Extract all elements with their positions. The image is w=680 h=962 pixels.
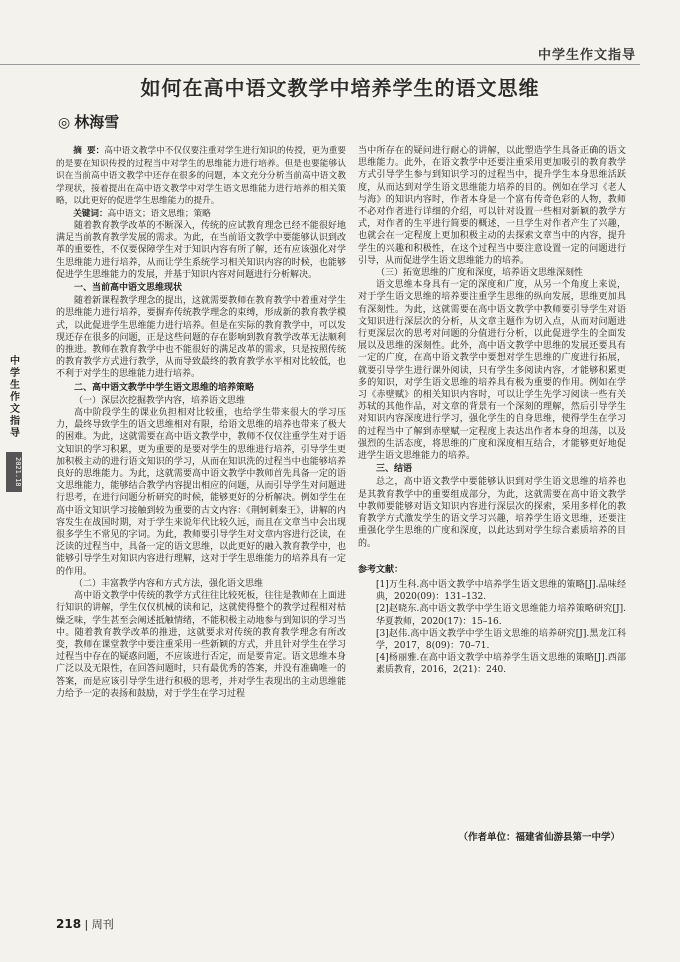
left-column xyxy=(56,145,346,845)
abstract xyxy=(56,145,346,208)
page-title: 如何在高中语文教学中培养学生的语文思维 xyxy=(140,76,540,100)
subsection-2-3-paragraph: 语文思维本身具有一定的深度和广度，从另一个角度上来说，对于学生语文思维的培养要注重学生思维的纵向发展，思维更加具有深刻性。为此，这就需要在高中语文教学中教师要引导学生对语文知识进行深层次的分析，从文章主题作为切入点，从而对问题进行更深层次的思考对问题的分值进行分析，以此促进学生的全面发展以及思维的深刻性。此外，高中语文教学中思维的发展还要具有一定的广度，在高中语文教学中要想对学生思维的广度进行拓展，就要引导学生进行课外阅读，只有学生多阅读内容，才能够积累更多的知识，对学生语文思维的培养具有极为重要的作用。例如在学习《赤壁赋》的相关知识内容时，可以让学生先学习阅读一些有关苏轼的其他作品，对文章的背景有一个深刻的理解，然后引导学生对知识内容深度进行学习，强化学生的自身思维，使得学生在学习的过程当中了解到赤壁赋一定程度上表达出作者本身的坦荡，以及强烈的生活态度，将思维的广度和深度相互结合，才能够更好地促进学生语文思维能力的培养。 xyxy=(358,280,626,462)
subsection-2-2-continued: 当中所存在的疑问进行耐心的讲解，以此塑造学生具备正确的语文思维能力。此外，在语文教学中还要注重采用更加吸引的教育教学方式引导学生参与到知识学习的过程当中，提升学生本身思维活跃度，从而达到对学生语文思维能力培养的目的。例如在学习《老人与海》的知识内容时，作者本身是一个富有传奇色彩的人物，教师不必对作者进行详细的介绍，可以针对设置一些相对新颖的教学方式，对作者的生平进行简要的概述，一旦学生对作者产生了兴趣，也就会在一定程度上更加积极主动的去探索文章当中的内容，提升学生的兴趣和积极性，在这个过程当中要注意设置一定的问题进行引导，从而促进学生语文思维能力的培养。 xyxy=(358,146,626,266)
section-3-heading: 三、结语 xyxy=(376,464,413,475)
subsection-2-1-heading: （一）深层次挖掘教学内容，培养语文思维 xyxy=(74,395,246,406)
intro-paragraph: 随着教育教学改革的不断深入，传统的应试教育理念已经不能很好地满足当前教育教学发展的需求。为此，在当前语文教学中要能够认识到改革的重要性，不仅要保障学生对于知识内容有所了解，还有应该强化对学生思维能力进行培养，从而让学生系统学习相关知识内容的时候，也能够促进学生思维能力的发展，并基于知识内容对问题进行分析解决。 xyxy=(56,221,346,280)
reference-item: [1]万生科.高中语文教学中培养学生语文思维的策略[J].品味经典，2020(09)：131–132. xyxy=(376,579,626,603)
reference-item: [3]赵伟.高中语文教学中学生语文思维的培养研究[J].黑龙江科学，2017，8(09)：70–71. xyxy=(376,628,626,651)
section-3-paragraph: 总之，高中语文教学中要能够认识到对学生语文思维的培养也是其教育教学中的重要组成部分，为此，这就需要在高中语文教学中教师要能够对语文知识内容进行深层次的探索，采用多样化的教育教学方式激发学生的语文学习兴趣，培养学生语文思维，还要注重强化学生思维的广度和深度，以此达到对学生综合素质培养的目的。 xyxy=(358,477,626,549)
abstract-text: 高中语文教学中不仅仅要注重对学生进行知识的传授，更为重要的是要在知识传授的过程当中对学生的思维能力进行培养。但是也要能够认识在当前高中语文教学中还存在很多的问题，本文充分分析当前高中语文教学现状，接着提出在高中语文教学中对学生语文思维能力进行培养的相关策略，以此更好的促进学生思维能力的提升。 xyxy=(56,146,346,206)
page-footer: 218 | 周刊 xyxy=(56,917,114,931)
section-1-heading: 一、当前高中语文思维现状 xyxy=(74,283,183,294)
references-heading: 参考文献： xyxy=(358,564,404,575)
author-mark-icon: ◎ xyxy=(58,115,71,131)
section-2-heading: 二、高中语文教学中学生语文思维的培养策略 xyxy=(74,382,255,393)
journal-name: 周刊 xyxy=(91,918,114,931)
subsection-2-2-heading: （二）丰富教学内容和方式方法，强化语文思维 xyxy=(74,578,264,589)
abstract-label: 摘 要： xyxy=(73,146,105,156)
author-affiliation: （作者单位：福建省仙游县第一中学） xyxy=(458,832,620,843)
sidebar-date: 2021.18 xyxy=(6,452,22,492)
reference-item: [4]杨丽雅.在高中语文教学中培养学生语文思维的策略[J].西部素质教育，2016，2(21)：240. xyxy=(376,653,626,676)
keywords-label: 关键词： xyxy=(73,208,108,219)
keywords xyxy=(56,208,346,221)
subsection-2-1-paragraph: 高中阶段学生的课业负担相对比较重，也给学生带来很大的学习压力，最终导致学生的语文思维相对有限，给语文思维的培养也带来了极大的困难。为此，这就需要在高中语文教学中，教师不仅仅注重学生对于语文知识的学习积累，更为重要的是要对学生的思维进行培养，引导学生更加积极主动的进行语文知识的学习，从而在知识洗的过程当中也能够培养良好的思维能力。为此，这就需要高中语文教学中教师首先具备一定的语文思维能力，能够结合教学内容提出相应的问题，从而引导学生对问题进行思考，在进行问题分析研究的时候，能够更好的分析解决。例如学生在高中语文知识学习接触到较为重要的古文内容：《荆轲刺秦王》，讲解的内容发生在战国时期，对于学生来说年代比较久远，而且在文章当中会出现很多学生不常见的字词。为此，教师要引导学生对文章内容进行泛读，在泛读的过程当中，具备一定的语文思维，以此更好的融入教育教学中，也能够引导学生对知识内容进行理解，这对于学生思维能力的培养具有一定的作用。 xyxy=(56,408,346,577)
page-number: 218 xyxy=(56,917,82,931)
author-name: 林海雪 xyxy=(74,113,120,131)
sidebar-title: 中学生作文指导 xyxy=(10,356,20,439)
subsection-2-2-paragraph: 高中语文教学中传统的教学方式往往比较死板，往往是教师在上面进行知识的讲解，学生仅仅机械的读和记，这就使得整个的教学过程相对枯燥乏味，学生甚至会阐述抵触情绪，不能积极主动地参与到知识的学习当中。随着教育教学改革的推进，这就要求对传统的教育教学理念有所改变，教师在课堂教学中要注重采用一些新颖的方式，并且针对学生在学习过程当中存在的疑惑问题，不应该进行否定，而是要肯定。语文思维本身广泛以及无限性，在回答问题时，只有最优秀的答案，并没有准确唯一的答案，而是应该引导学生进行积极的思考，并对学生表现出的主动思维能力给予一定的表扬和鼓励，对于学生在学习过程 xyxy=(56,591,346,699)
right-column xyxy=(358,145,626,845)
section-label: 中学生作文指导 xyxy=(537,48,636,63)
author xyxy=(58,111,119,132)
keywords-text: 高中语文；语文思维；策略 xyxy=(107,208,211,219)
subsection-2-3-heading: （三）拓宽思维的广度和深度，培养语文思维深刻性 xyxy=(376,268,584,279)
section-1-paragraph: 随着新课程教学理念的提出，这就需要教师在教育教学中着重对学生的思维能力进行培养，要摒弃传统教学理念的束缚，形成新的教育教学模式，以此促进学生思维能力进行培养。但是在实际的教育教学中，可以发现还存在很多的问题，正是这些问题的存在影响到教育教学改革无法顺利的推进。教师在教育教学中也不能很好的满足改革的需求，只是按照传统的教育教学方式进行教学，从而导致最终的教育教学水平相对比较低，也不利于对学生的思维能力进行培养。 xyxy=(56,296,346,380)
reference-item: [2]赵晓东.高中语文教学中学生语文思维能力培养策略研究[J].华夏教师，2020(17)：15–16. xyxy=(376,604,626,627)
